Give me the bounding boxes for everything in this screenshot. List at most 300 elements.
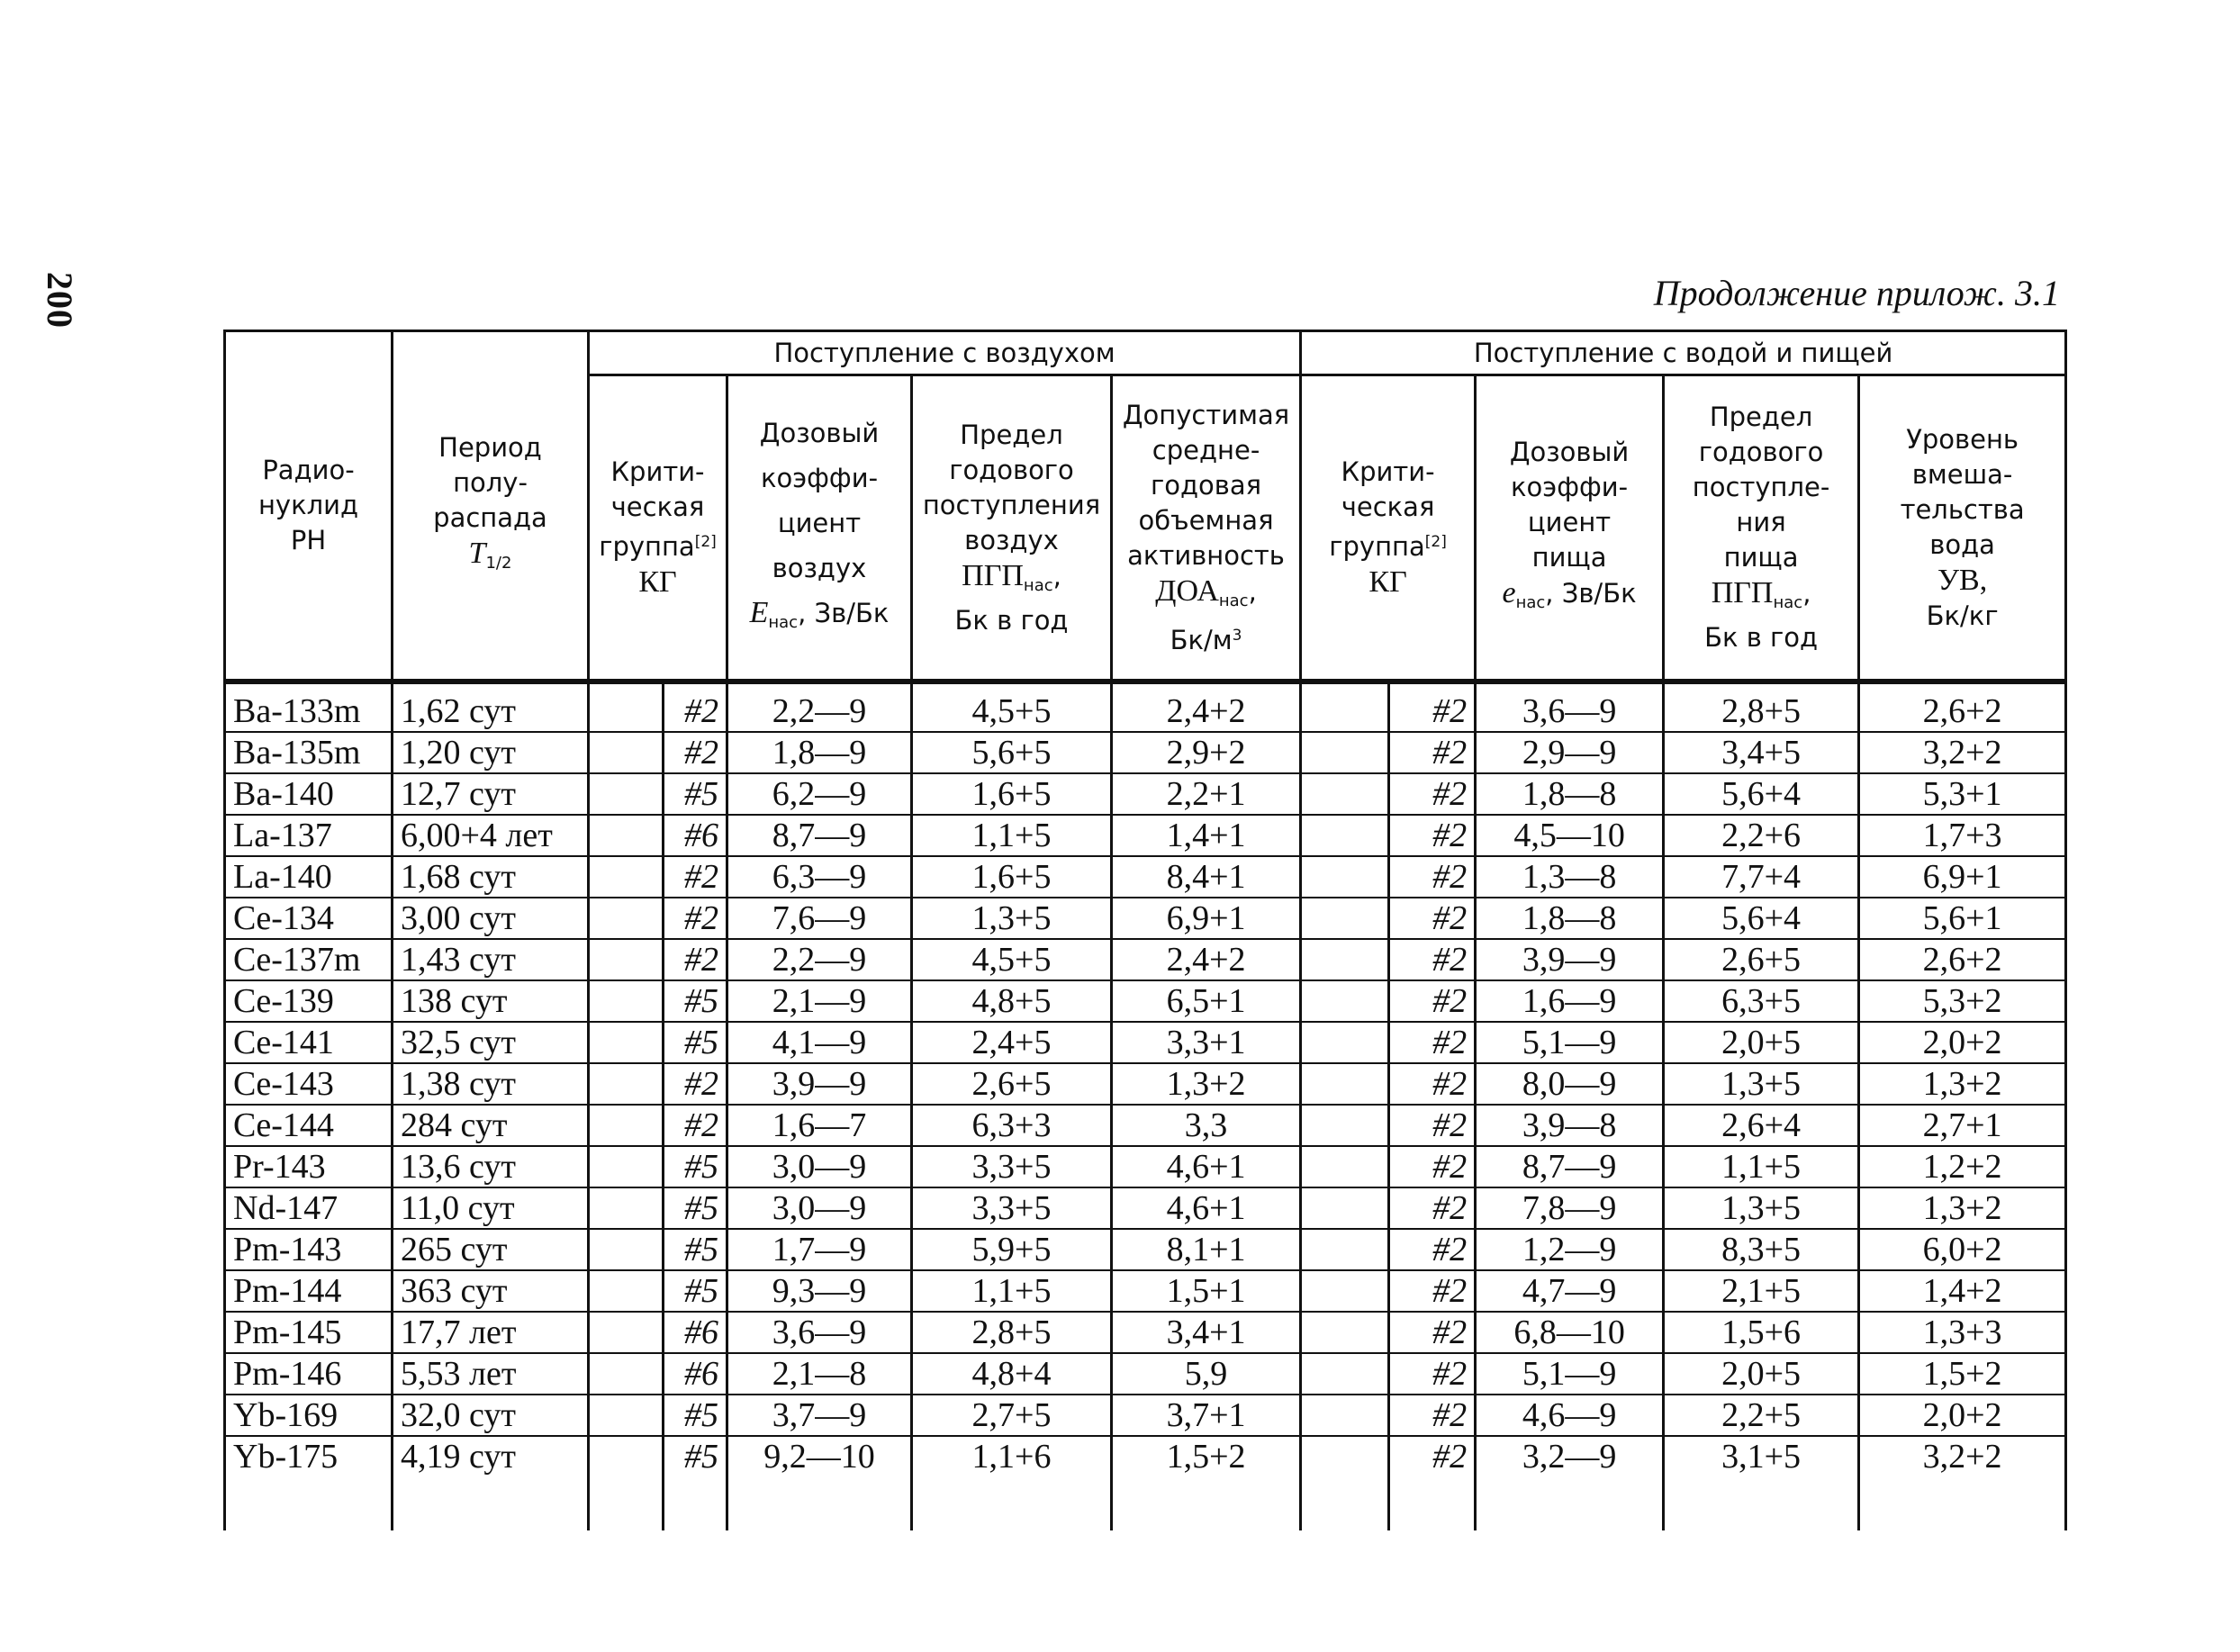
cell-doa: 5,9 [1112,1353,1301,1395]
cell-limit-food: 2,1+5 [1664,1270,1859,1312]
cell-doa: 1,5+1 [1112,1270,1301,1312]
group-header-water: Поступление с водой и пищей [1301,331,2066,375]
header-limit-food-unit: Бк в год [1704,622,1819,653]
cell-dose-air: 3,7—9 [727,1395,912,1436]
cell-doa: 1,3+2 [1112,1063,1301,1105]
cell-limit-air: 6,3+3 [912,1105,1112,1146]
cell-dose-food: 4,7—9 [1476,1270,1664,1312]
cell-blank [1301,1229,1389,1270]
cell-halflife: 5,53 лет [393,1353,589,1395]
cell-nuclide: Yb-175 [225,1436,393,1476]
cell-kg-air: #2 [664,856,727,898]
cell-kg-water: #2 [1389,1187,1476,1229]
header-doa-unit: Бк/м [1170,624,1233,655]
table-row [225,815,2066,856]
cell-kg-air: #2 [664,682,727,732]
cell-limit-air: 2,8+5 [912,1312,1112,1353]
cell-uv: 2,7+1 [1859,1105,2066,1146]
header-limit-food-l3: поступле- [1692,472,1830,502]
cell-nuclide: Pm-143 [225,1229,393,1270]
cell-kg-water: #2 [1389,1436,1476,1476]
header-dose-air-sub: нас [768,612,799,632]
cell-blank [589,1105,664,1146]
cell-nuclide: Ce-137m [225,939,393,980]
header-nuclide [225,331,393,682]
cell-limit-food: 3,1+5 [1664,1436,1859,1476]
cell-doa: 2,4+2 [1112,682,1301,732]
table-row [225,1270,2066,1312]
cell-nuclide: Ba-133m [225,682,393,732]
table-filler-row [225,1476,2066,1530]
cell-kg-water: #2 [1389,898,1476,939]
cell-uv: 2,0+2 [1859,1022,2066,1063]
header-uv-l3: тельства [1900,493,2025,525]
cell-uv: 2,6+2 [1859,939,2066,980]
cell-limit-food: 2,6+5 [1664,939,1859,980]
cell-blank [1301,1353,1389,1395]
cell-halflife: 12,7 сут [393,773,589,815]
cell-blank [1301,1187,1389,1229]
header-nuclide-l1: Радио- [262,455,355,485]
cell-dose-food: 1,8—8 [1476,898,1664,939]
cell-blank [1301,939,1389,980]
cell-filler [664,1476,727,1530]
cell-nuclide: Ba-135m [225,732,393,773]
cell-filler [1859,1476,2066,1530]
cell-dose-air: 2,1—8 [727,1353,912,1395]
cell-filler [1476,1476,1664,1530]
header-dose-food [1476,375,1664,682]
cell-dose-air: 3,9—9 [727,1063,912,1105]
cell-doa: 4,6+1 [1112,1187,1301,1229]
cell-doa: 3,7+1 [1112,1395,1301,1436]
cell-kg-water: #2 [1389,815,1476,856]
header-dose-food-l4: пища [1531,542,1607,573]
cell-filler [1112,1476,1301,1530]
cell-blank [589,1436,664,1476]
cell-uv: 5,6+1 [1859,898,2066,939]
cell-kg-water: #2 [1389,732,1476,773]
cell-doa: 4,6+1 [1112,1146,1301,1187]
table-row [225,856,2066,898]
cell-blank [589,898,664,939]
header-limit-food-l2: годового [1698,437,1824,467]
cell-blank [1301,980,1389,1022]
cell-limit-food: 6,3+5 [1664,980,1859,1022]
cell-dose-food: 1,3—8 [1476,856,1664,898]
header-dose-air-symbol: E [749,595,769,629]
header-uv-l2: вмеша- [1911,458,2013,490]
cell-limit-air: 2,4+5 [912,1022,1112,1063]
cell-uv: 5,3+2 [1859,980,2066,1022]
cell-kg-air: #6 [664,1312,727,1353]
cell-limit-air: 4,5+5 [912,939,1112,980]
cell-nuclide: La-140 [225,856,393,898]
cell-uv: 1,3+2 [1859,1063,2066,1105]
cell-doa: 8,1+1 [1112,1229,1301,1270]
cell-blank [589,1270,664,1312]
header-doa-l2: средне- [1152,434,1260,465]
cell-dose-air: 3,6—9 [727,1312,912,1353]
page-number: 200 [40,272,80,329]
cell-blank [1301,1270,1389,1312]
table-row [225,1063,2066,1105]
header-kg-air [589,375,727,682]
cell-dose-food: 8,7—9 [1476,1146,1664,1187]
header-limit-air-sub: нас [1023,575,1053,595]
cell-kg-water: #2 [1389,939,1476,980]
cell-nuclide: Ce-141 [225,1022,393,1063]
table-row [225,1353,2066,1395]
cell-dose-air: 2,1—9 [727,980,912,1022]
header-dose-air [727,375,912,682]
table-row [225,1312,2066,1353]
cell-blank [1301,1146,1389,1187]
cell-blank [589,1146,664,1187]
cell-uv: 1,5+2 [1859,1353,2066,1395]
table-row [225,732,2066,773]
cell-blank [1301,732,1389,773]
cell-blank [589,773,664,815]
cell-kg-air: #5 [664,1436,727,1476]
cell-blank [589,980,664,1022]
cell-blank [1301,1312,1389,1353]
table-row [225,1395,2066,1436]
cell-kg-water: #2 [1389,682,1476,732]
header-doa-l1: Допустимая [1122,399,1290,430]
cell-dose-air: 1,7—9 [727,1229,912,1270]
header-kg-water-sup: [2] [1424,533,1447,551]
cell-limit-food: 5,6+4 [1664,898,1859,939]
header-kg-air-l2: ческая [610,492,705,522]
cell-kg-water: #2 [1389,1270,1476,1312]
header-halflife-l3: распада [433,502,547,533]
cell-limit-air: 3,3+5 [912,1146,1112,1187]
cell-dose-food: 7,8—9 [1476,1187,1664,1229]
header-doa-l4: объемная [1138,504,1274,536]
table-row [225,682,2066,732]
cell-limit-air: 4,8+5 [912,980,1112,1022]
cell-halflife: 11,0 сут [393,1187,589,1229]
cell-dose-food: 5,1—9 [1476,1353,1664,1395]
cell-kg-water: #2 [1389,1146,1476,1187]
header-doa-l3: годовая [1150,469,1262,501]
cell-filler [1301,1476,1389,1530]
header-kg-water-label: КГ [1368,565,1407,599]
header-limit-food-symbol: ПГП [1711,576,1774,609]
header-dose-food-symbol: e [1502,576,1516,609]
cell-uv: 1,3+2 [1859,1187,2066,1229]
header-kg-water-l2: ческая [1341,492,1435,522]
header-uv [1859,375,2066,682]
cell-halflife: 1,68 сут [393,856,589,898]
cell-kg-air: #5 [664,1395,727,1436]
header-dose-food-l3: циент [1527,507,1612,537]
cell-blank [1301,898,1389,939]
table-row [225,1436,2066,1476]
cell-limit-food: 2,2+5 [1664,1395,1859,1436]
cell-limit-food: 2,2+6 [1664,815,1859,856]
cell-kg-air: #2 [664,939,727,980]
cell-halflife: 138 сут [393,980,589,1022]
cell-uv: 2,6+2 [1859,682,2066,732]
cell-nuclide: Ce-143 [225,1063,393,1105]
cell-dose-food: 1,8—8 [1476,773,1664,815]
header-limit-air-unit: Бк в год [954,604,1069,636]
cell-doa: 2,2+1 [1112,773,1301,815]
header-limit-air-l1: Предел [960,419,1063,450]
cell-limit-food: 8,3+5 [1664,1229,1859,1270]
table-row [225,1229,2066,1270]
data-table-container [223,329,2064,1500]
cell-limit-air: 3,3+5 [912,1187,1112,1229]
header-uv-l1: Уровень [1906,423,2019,455]
cell-dose-air: 1,8—9 [727,732,912,773]
cell-limit-food: 1,1+5 [1664,1146,1859,1187]
cell-doa: 2,4+2 [1112,939,1301,980]
header-limit-food-sub: нас [1773,593,1803,612]
cell-limit-food: 1,3+5 [1664,1063,1859,1105]
cell-kg-water: #2 [1389,980,1476,1022]
header-dose-food-unit: , Зв/Бк [1545,578,1637,609]
cell-dose-air: 6,2—9 [727,773,912,815]
cell-nuclide: Nd-147 [225,1187,393,1229]
cell-uv: 1,3+3 [1859,1312,2066,1353]
cell-blank [589,682,664,732]
cell-limit-food: 2,6+4 [1664,1105,1859,1146]
header-dose-air-l4: воздух [772,552,867,583]
cell-dose-food: 1,6—9 [1476,980,1664,1022]
table-row [225,898,2066,939]
header-limit-air-l2: годового [949,454,1074,485]
cell-kg-air: #6 [664,1353,727,1395]
header-kg-water [1301,375,1476,682]
cell-nuclide: Ce-144 [225,1105,393,1146]
cell-kg-water: #2 [1389,1105,1476,1146]
header-kg-water-l3: группа [1329,531,1425,562]
cell-blank [589,815,664,856]
cell-blank [1301,1395,1389,1436]
cell-filler [1389,1476,1476,1530]
cell-kg-air: #2 [664,1105,727,1146]
cell-doa: 1,5+2 [1112,1436,1301,1476]
cell-kg-air: #5 [664,980,727,1022]
header-uv-l4: вода [1929,528,1995,560]
header-limit-air-symbol: ПГП [962,558,1024,592]
cell-dose-air: 3,0—9 [727,1187,912,1229]
cell-dose-air: 9,3—9 [727,1270,912,1312]
cell-halflife: 1,38 сут [393,1063,589,1105]
header-halflife-l2: полу- [453,467,528,498]
cell-nuclide: Pm-146 [225,1353,393,1395]
header-dose-air-l3: циент [777,507,862,538]
cell-limit-air: 1,6+5 [912,856,1112,898]
cell-blank [589,856,664,898]
cell-limit-air: 4,5+5 [912,682,1112,732]
cell-kg-water: #2 [1389,1395,1476,1436]
cell-doa: 1,4+1 [1112,815,1301,856]
table-body [225,682,2066,1530]
header-dose-air-l1: Дозовый [759,417,880,448]
cell-nuclide: Ce-139 [225,980,393,1022]
cell-doa: 3,3 [1112,1105,1301,1146]
cell-blank [1301,1063,1389,1105]
cell-dose-food: 8,0—9 [1476,1063,1664,1105]
header-halflife-l1: Период [438,432,542,463]
cell-dose-food: 6,8—10 [1476,1312,1664,1353]
cell-uv: 2,0+2 [1859,1395,2066,1436]
cell-filler [393,1476,589,1530]
cell-nuclide: Pm-144 [225,1270,393,1312]
cell-doa: 8,4+1 [1112,856,1301,898]
cell-uv: 3,2+2 [1859,732,2066,773]
cell-uv: 5,3+1 [1859,773,2066,815]
cell-dose-air: 7,6—9 [727,898,912,939]
header-doa-symbol: ДОА [1155,573,1219,608]
cell-dose-air: 2,2—9 [727,682,912,732]
radionuclide-table [223,329,2067,1530]
header-dose-air-l2: коэффи- [760,462,879,493]
cell-nuclide: Ba-140 [225,773,393,815]
cell-kg-air: #6 [664,815,727,856]
header-limit-air-l4: воздух [964,524,1059,555]
cell-blank [1301,682,1389,732]
cell-limit-food: 2,0+5 [1664,1353,1859,1395]
cell-blank [1301,773,1389,815]
table-row [225,980,2066,1022]
cell-limit-food: 2,8+5 [1664,682,1859,732]
cell-filler [225,1476,393,1530]
header-limit-food: Предел годового поступле- ния пища $ПГП_{нас}$, Бк в год [1664,375,1859,682]
table-row [225,1105,2066,1146]
cell-doa: 2,9+2 [1112,732,1301,773]
cell-blank [589,1022,664,1063]
cell-halflife: 32,0 сут [393,1395,589,1436]
header-doa-sub: нас [1218,591,1249,610]
cell-dose-food: 3,9—8 [1476,1105,1664,1146]
cell-kg-water: #2 [1389,773,1476,815]
cell-limit-air: 1,1+5 [912,815,1112,856]
group-header-air: Поступление с воздухом [589,331,1301,375]
cell-dose-food: 4,5—10 [1476,815,1664,856]
cell-doa: 3,4+1 [1112,1312,1301,1353]
cell-limit-food: 1,3+5 [1664,1187,1859,1229]
cell-kg-air: #5 [664,773,727,815]
cell-doa: 6,9+1 [1112,898,1301,939]
cell-limit-air: 1,1+6 [912,1436,1112,1476]
cell-nuclide: Yb-169 [225,1395,393,1436]
cell-limit-air: 1,3+5 [912,898,1112,939]
cell-halflife: 363 сут [393,1270,589,1312]
cell-kg-water: #2 [1389,1229,1476,1270]
header-limit-air: Предел годового поступления воздух $ПГП_{нас}$, Бк в год [912,375,1112,682]
cell-kg-air: #5 [664,1022,727,1063]
cell-limit-air: 1,6+5 [912,773,1112,815]
cell-blank [589,1063,664,1105]
cell-kg-air: #2 [664,898,727,939]
cell-uv: 3,2+2 [1859,1436,2066,1476]
cell-kg-air: #5 [664,1187,727,1229]
cell-filler [727,1476,912,1530]
cell-nuclide: Ce-134 [225,898,393,939]
header-uv-l5: УВ, [1937,563,1988,597]
cell-kg-water: #2 [1389,856,1476,898]
cell-blank [589,1353,664,1395]
cell-filler [589,1476,664,1530]
cell-dose-food: 4,6—9 [1476,1395,1664,1436]
cell-limit-air: 5,6+5 [912,732,1112,773]
header-dose-food-l2: коэффи- [1511,472,1629,502]
cell-halflife: 13,6 сут [393,1146,589,1187]
header-limit-food-l1: Предел [1709,402,1813,432]
header-halflife [393,331,589,682]
cell-blank [589,1187,664,1229]
header-dose-food-sub: нас [1515,593,1546,612]
header-limit-food-l4: ния [1736,507,1786,537]
cell-kg-air: #2 [664,732,727,773]
table-row [225,1022,2066,1063]
cell-kg-water: #2 [1389,1063,1476,1105]
header-dose-air-unit: , Зв/Бк [798,597,890,628]
cell-halflife: 1,62 сут [393,682,589,732]
cell-dose-food: 1,2—9 [1476,1229,1664,1270]
cell-uv: 6,9+1 [1859,856,2066,898]
cell-kg-water: #2 [1389,1312,1476,1353]
cell-limit-air: 4,8+4 [912,1353,1112,1395]
cell-limit-food: 2,0+5 [1664,1022,1859,1063]
cell-limit-food: 1,5+6 [1664,1312,1859,1353]
cell-uv: 1,7+3 [1859,815,2066,856]
cell-halflife: 6,00+4 лет [393,815,589,856]
cell-nuclide: La-137 [225,815,393,856]
cell-halflife: 1,20 сут [393,732,589,773]
header-kg-air-l3: группа [599,531,695,562]
cell-halflife: 4,19 сут [393,1436,589,1476]
table-row [225,939,2066,980]
cell-uv: 6,0+2 [1859,1229,2066,1270]
cell-dose-air: 4,1—9 [727,1022,912,1063]
header-uv-l6: Бк/кг [1926,600,1999,631]
header-nuclide-l3: РН [290,525,327,555]
cell-limit-food: 7,7+4 [1664,856,1859,898]
cell-blank [589,939,664,980]
header-kg-water-l1: Крити- [1341,456,1435,487]
cell-kg-air: #5 [664,1229,727,1270]
cell-dose-food: 3,2—9 [1476,1436,1664,1476]
cell-dose-air: 1,6—7 [727,1105,912,1146]
header-limit-air-l3: поступления [922,489,1101,520]
header-limit-food-l5: пища [1723,542,1799,573]
cell-dose-air: 3,0—9 [727,1146,912,1187]
cell-limit-air: 2,6+5 [912,1063,1112,1105]
cell-blank [589,1229,664,1270]
cell-filler [1664,1476,1859,1530]
cell-nuclide: Pr-143 [225,1146,393,1187]
cell-limit-air: 1,1+5 [912,1270,1112,1312]
cell-dose-air: 9,2—10 [727,1436,912,1476]
cell-kg-water: #2 [1389,1353,1476,1395]
cell-limit-air: 2,7+5 [912,1395,1112,1436]
cell-kg-air: #2 [664,1063,727,1105]
cell-halflife: 265 сут [393,1229,589,1270]
header-doa: Допустимая средне- годовая объемная активность $ДОА_{нас}$, $Бк/м^3$ [1112,375,1301,682]
cell-dose-air: 8,7—9 [727,815,912,856]
cell-blank [1301,856,1389,898]
cell-dose-air: 6,3—9 [727,856,912,898]
cell-limit-food: 3,4+5 [1664,732,1859,773]
cell-dose-food: 5,1—9 [1476,1022,1664,1063]
cell-halflife: 284 сут [393,1105,589,1146]
